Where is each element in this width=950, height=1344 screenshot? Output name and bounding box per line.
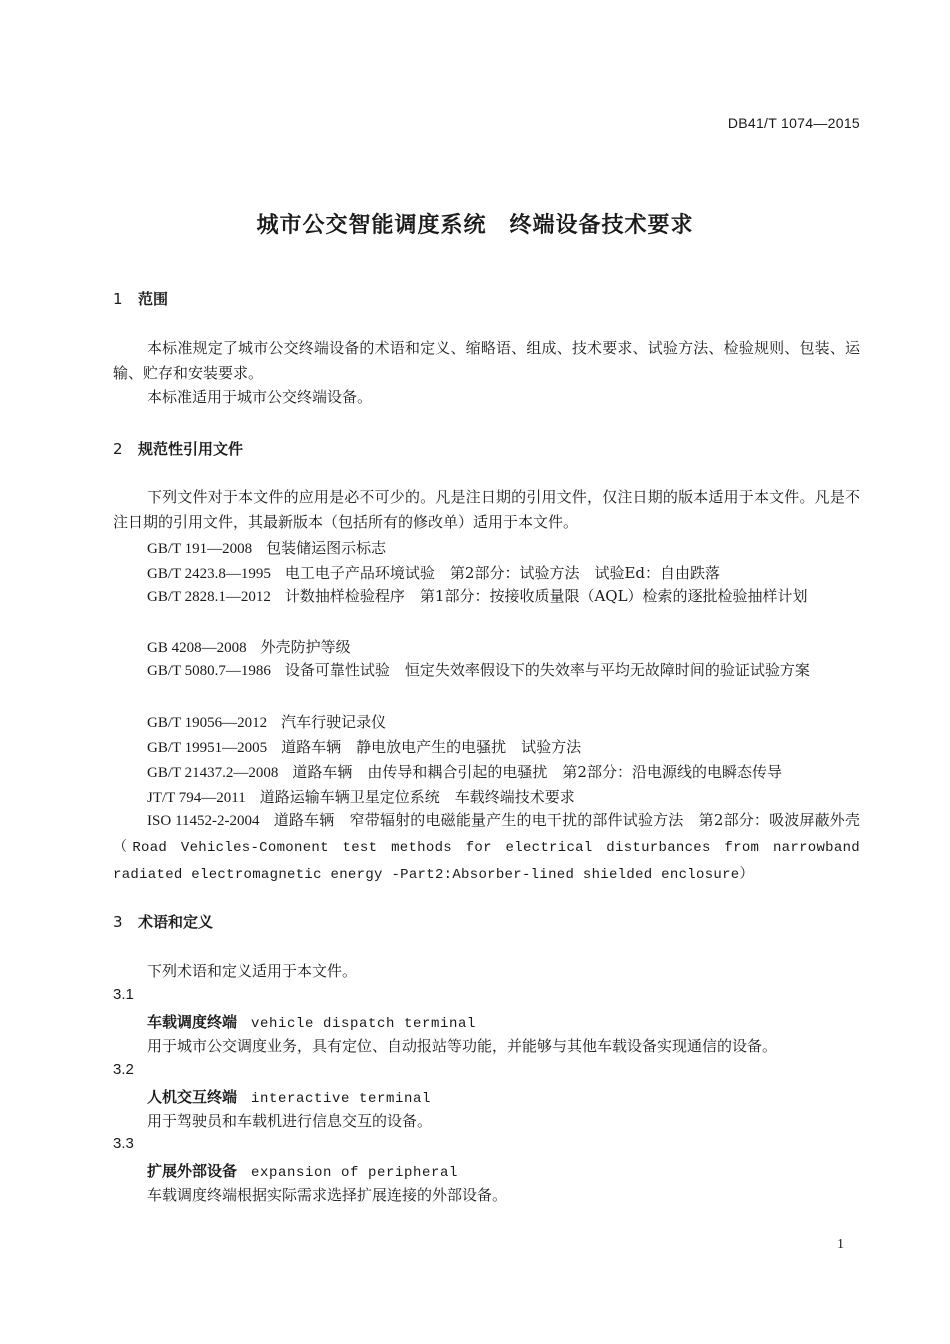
reference-code: GB/T 19951—2005 [147,740,268,756]
references-intro: 下列文件对于本文件的应用是必不可少的。凡是注日期的引用文件，仅注日期的版本适用于本文件。凡是不注日期的引用文件，其最新版本（包括所有的修改单）适用于本文件。 [113,488,860,531]
scope-paragraph-2: 本标准适用于城市公交终端设备。 [147,388,373,406]
section-3-heading [113,911,213,932]
reference-item [147,537,386,558]
reference-title: 道路车辆 静电放电产生的电骚扰 试验方法 [281,738,582,756]
reference-code: GB/T 5080.7—1986 [147,663,271,679]
section-number: 3 [113,913,123,931]
reference-item [147,786,575,807]
reference-title: 道路运输车辆卫星定位系统 车载终端技术要求 [259,788,575,806]
section-title: 范围 [138,290,169,308]
terms-intro: 下列术语和定义适用于本文件。 [147,962,358,980]
term-en: interactive terminal [251,1091,432,1107]
term-name [147,1086,431,1107]
reference-item [147,636,351,657]
reference-item [113,658,860,684]
term-en: expansion of peripheral [251,1165,459,1181]
section-number: 2 [113,440,123,458]
term-number: 3.2 [113,1061,134,1078]
reference-title: 设备可靠性试验 恒定失效率假设下的失效率与平均无故障时间的验证试验方案 [284,661,810,679]
reference-code: JT/T 794—2011 [147,790,246,806]
section-1-heading [113,288,168,309]
standard-code: DB41/T 1074—2015 [727,115,860,131]
reference-title: 计数抽样检验程序 第1部分：按接收质量限（AQL）检索的逐批检验抽样计划 [284,587,808,605]
reference-title: 包装储运图示标志 [266,539,387,557]
reference-item [113,584,860,610]
term-definition: 车载调度终端根据实际需求选择扩展连接的外部设备。 [147,1186,508,1204]
term-number: 3.1 [113,986,134,1003]
reference-title: 道路车辆 窄带辐射的电磁能量产生的电干扰的部件试验方法 第2部分：吸波屏蔽外壳 [273,811,860,829]
reference-item [113,808,860,888]
term-zh: 车载调度终端 [147,1013,238,1031]
section-number: 1 [113,290,123,308]
term-definition: 用于城市公交调度业务，具有定位、自动报站等功能，并能够与其他车载设备实现通信的设备。 [147,1037,778,1055]
reference-item [147,736,581,757]
term-number: 3.3 [113,1135,134,1152]
reference-title: 电工电子产品环境试验 第2部分：试验方法 试验Ed：自由跌落 [284,564,721,582]
reference-title: 外壳防护等级 [260,638,351,656]
reference-item [147,562,720,583]
reference-code: GB/T 21437.2—2008 [147,765,279,781]
reference-code: GB/T 191—2008 [147,541,253,557]
scope-paragraph-1: 本标准规定了城市公交终端设备的术语和定义、缩略语、组成、技术要求、试验方法、检验规则、包装、运输、贮存和安装要求。 [113,339,860,382]
document-title: 城市公交智能调度系统 终端设备技术要求 [256,213,694,238]
reference-item [147,711,386,732]
reference-title: 道路车辆 由传导和耦合引起的电骚扰 第2部分：沿电源线的电瞬态传导 [292,763,782,781]
reference-english-title: （Road Vehicles-Comonent test methods for electrical disturbances from narrowband radiated electromagnetic energy -Part2:Absorber-lined shielded enclosure） [113,840,860,883]
term-zh: 人机交互终端 [147,1088,238,1106]
reference-code: ISO 11452-2-2004 [147,813,260,829]
section-title: 术语和定义 [138,913,214,931]
reference-title: 汽车行驶记录仪 [281,713,387,731]
section-title: 规范性引用文件 [138,440,244,458]
reference-code: GB/T 19056—2012 [147,715,268,731]
term-en: vehicle dispatch terminal [251,1016,477,1032]
reference-item [147,761,782,782]
term-name [147,1011,476,1032]
section-2-heading [113,438,243,459]
reference-code: GB 4208—2008 [147,640,247,656]
reference-code: GB/T 2828.1—2012 [147,589,271,605]
term-name [147,1160,458,1181]
page-number: 1 [837,1237,844,1252]
reference-code: GB/T 2423.8—1995 [147,566,271,582]
term-definition: 用于驾驶员和车载机进行信息交互的设备。 [147,1112,433,1130]
term-zh: 扩展外部设备 [147,1162,238,1180]
